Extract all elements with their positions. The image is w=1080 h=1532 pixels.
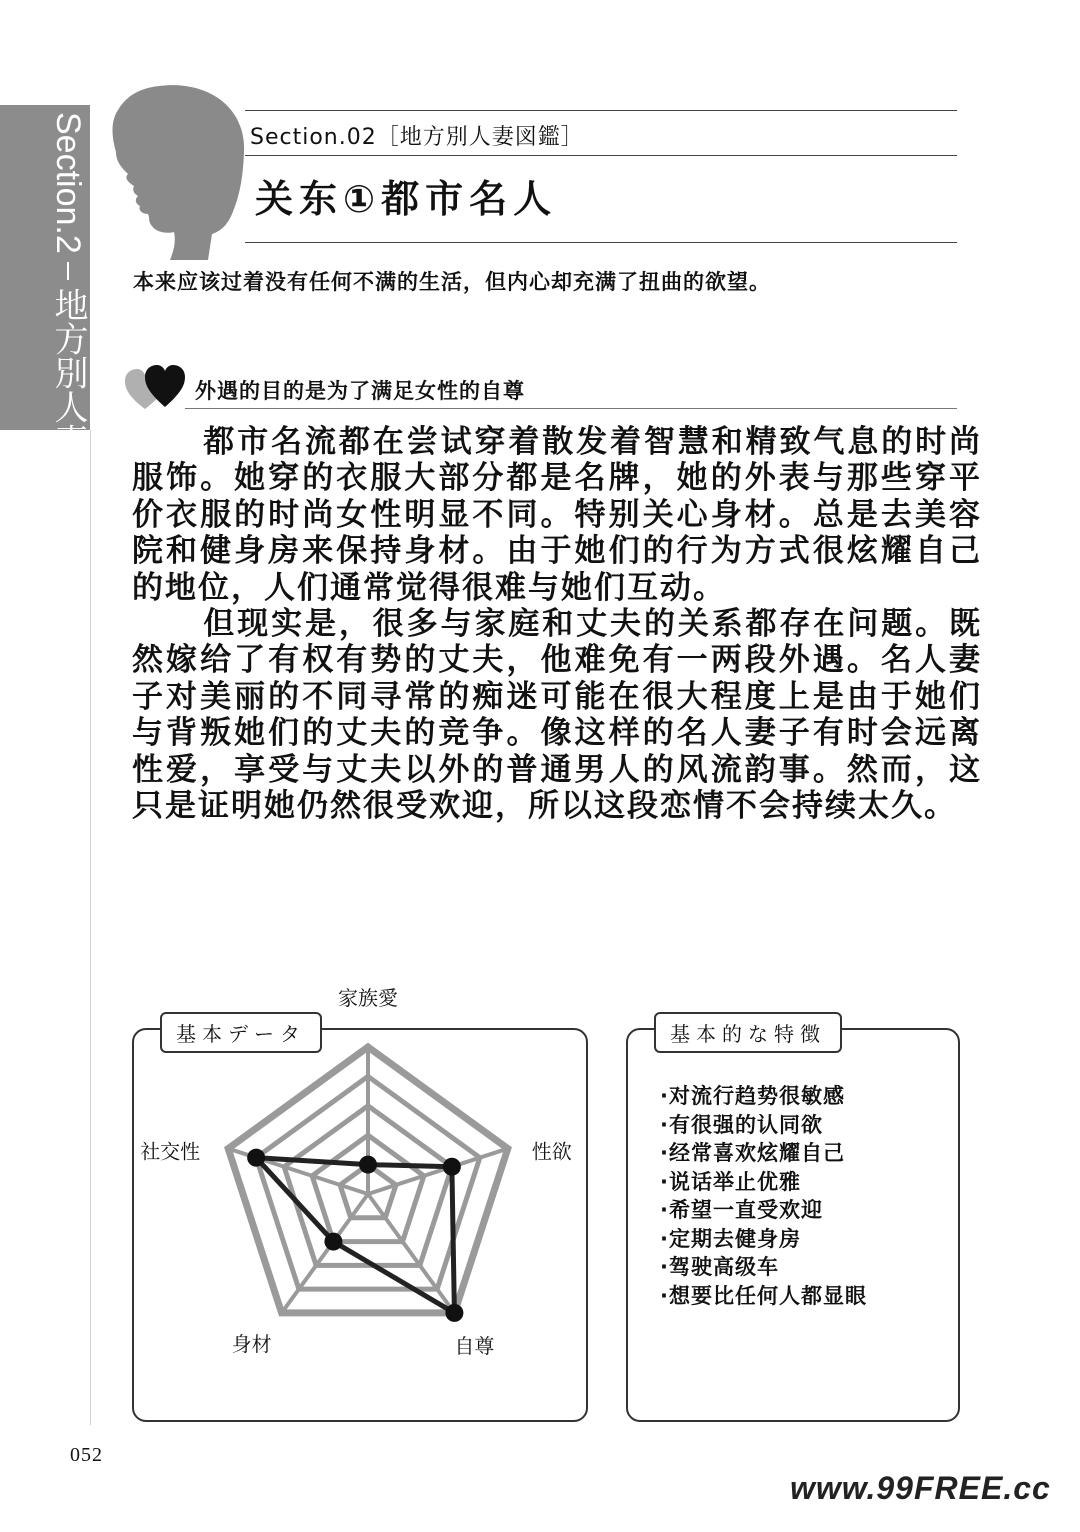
side-tab-text	[45, 112, 91, 526]
side-tab-separator	[67, 262, 69, 280]
header-top-rule	[245, 110, 957, 111]
feature-item: ·有很强的认同欲	[660, 1112, 823, 1137]
radar-data-point	[445, 1304, 463, 1322]
hearts-icon	[125, 363, 187, 413]
header-mid-rule	[245, 155, 957, 156]
radar-data-point	[443, 1158, 461, 1176]
article-paragraph-1: 都市名流都在尝试穿着散发着智慧和精致气息的时尚服饰。她穿的衣服大部分都是名牌，她的外表与那些穿平价衣服的时尚女性明显不同。特别关心身材。总是去美容院和健身房来保持身材。由于她们的行为方式很炫耀自己的地位，人们通常觉得很难与她们互动。	[132, 424, 982, 606]
side-tab-section: Section.2	[49, 112, 87, 254]
basic-data-label: 基本データ	[160, 1012, 322, 1053]
section-label: Section.02［地方別人妻図鑑］	[250, 125, 584, 150]
title-underline	[245, 242, 957, 243]
features-label: 基本的な特徴	[654, 1012, 842, 1053]
margin-line	[90, 430, 91, 1425]
article-heading: 外遇的目的是为了满足女性的自尊	[195, 379, 525, 403]
feature-item: ·希望一直受欢迎	[660, 1198, 823, 1222]
feature-item: ·经常喜欢炫耀自己	[660, 1141, 845, 1165]
heading-underline	[185, 408, 957, 409]
feature-item: ·想要比任何人都显眼	[660, 1283, 867, 1308]
page-title: 关东①都市名人	[255, 177, 558, 221]
feature-item: ·说话举止优雅	[660, 1169, 801, 1194]
side-tab-label: 地方別人妻図鑑	[48, 287, 88, 526]
feature-item: ·定期去健身房	[660, 1226, 801, 1251]
feature-item: ·对流行趋势很敏感	[660, 1084, 845, 1108]
article-paragraph-2: 但现实是，很多与家庭和丈夫的关系都存在问题。既然嫁给了有权有势的丈夫，他难免有一两段外遇。名人妻子对美丽的不同寻常的痴迷可能在很大程度上是由于她们与背叛她们的丈夫的竞争。像这样的名人妻子有时会远离性爱，享受与丈夫以外的普通男人的风流韵事。然而，这只是证明她仍然很受欢迎，所以这段恋情不会持续太久。	[132, 606, 982, 825]
radar-data-point	[247, 1149, 265, 1167]
radar-axis-label: 家族愛	[338, 986, 398, 1010]
radar-data-point	[324, 1233, 342, 1251]
radar-chart	[132, 986, 584, 1420]
page-number: 052	[70, 1444, 103, 1466]
radar-axis-label: 自尊	[454, 1333, 495, 1358]
page-subtitle: 本来应该过着没有任何不满的生活，但内心却充满了扭曲的欲望。	[133, 270, 771, 294]
site-watermark: www.99FREE.cc	[790, 1470, 1051, 1506]
woman-silhouette-icon	[104, 82, 254, 262]
radar-data-point	[359, 1156, 377, 1174]
features-list	[660, 1082, 867, 1310]
article-body	[132, 424, 982, 824]
feature-item: ·驾驶高级车	[660, 1255, 779, 1279]
radar-axis-label: 社交性	[140, 1139, 201, 1164]
radar-axis-label: 性欲	[531, 1139, 572, 1164]
radar-axis-label: 身材	[231, 1331, 272, 1356]
